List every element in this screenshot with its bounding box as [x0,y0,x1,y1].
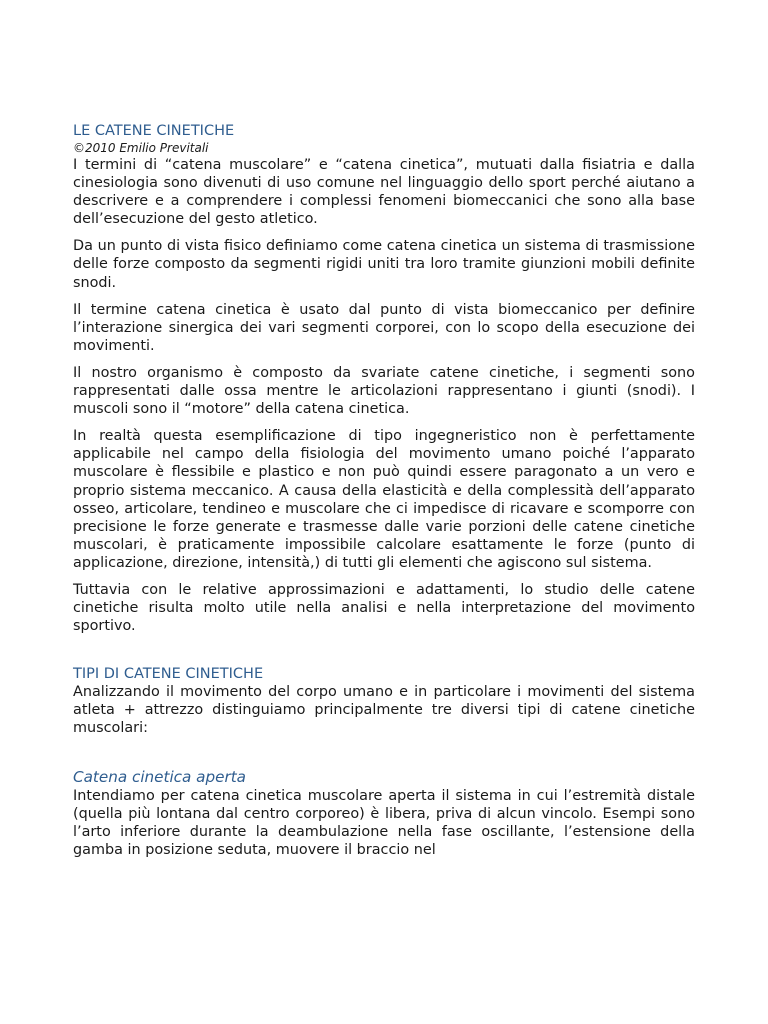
paragraph: Il termine catena cinetica è usato dal punto di vista biomeccanico per definire l’interazione sinergica dei vari segmenti corporei, con lo scopo della esecuzione dei movimenti. [73,301,695,354]
paragraph: I termini di “catena muscolare” e “catena cinetica”, mutuati dalla fisiatria e dalla cinesiologia sono divenuti di uso comune nel linguaggio dello sport perché aiutano a descrivere e a comprendere i complessi fenomeni biomeccanici che sono alla base dell’esecuzione del gesto atletico. [73,157,695,228]
section-intro: Analizzando il movimento del corpo umano e in particolare i movimenti del sistema atleta + attrezzo distinguiamo principalmente tre diversi tipi di catene cinetiche muscolari: [73,684,695,737]
document-author: ©2010 Emilio Previtali [73,141,209,155]
document-content [73,122,695,868]
section-heading: TIPI DI CATENE CINETICHE [73,666,264,683]
document-title: LE CATENE CINETICHE [73,123,235,139]
paragraph: In realtà questa esemplificazione di tipo ingegneristico non è perfettamente applicabile nel campo della fisiologia del movimento umano poiché l’apparato muscolare è flessibile e plastico e non può quindi essere paragonato a un vero e proprio sistema meccanico. A causa della elasticità e della complessità dell’apparato osseo, articolare, tendineo e muscolare che ci impedisce di ricavare e scomporre con precisione le forze generate e trasmesse dalle varie porzioni delle catene cinetiche muscolari, è praticamente impossibile calcolare esattamente le forze (punto di applicazione, direzione, intensità,) di tutti gli elementi che agiscono sul sistema. [73,428,695,571]
paragraph: Tuttavia con le relative approssimazioni e adattamenti, lo studio delle catene cinetiche risulta molto utile nella analisi e nella interpretazione del movimento sportivo. [73,581,695,635]
paragraph: Il nostro organismo è composto da svariate catene cinetiche, i segmenti sono rappresentati dalle ossa mentre le articolazioni rappresentano i giunti (snodi). I muscoli sono il “motore” della catena cinetica. [73,364,695,418]
subsection-heading: Catena cinetica aperta [73,767,246,786]
subsection-text: Intendiamo per catena cinetica muscolare aperta il sistema in cui l’estremità distale (quella più lontana dal centro corporeo) è libera, priva di alcun vincolo. Esempi sono l’arto inferiore durante la deambulazione nella fase oscillante, l’estensione della gamba in posizione seduta, muovere il braccio nel [73,787,695,858]
paragraph: Da un punto di vista fisico definiamo come catena cinetica un sistema di trasmissione delle forze composto da segmenti rigidi uniti tra loro tramite giunzioni mobili definite snodi. [73,238,695,291]
